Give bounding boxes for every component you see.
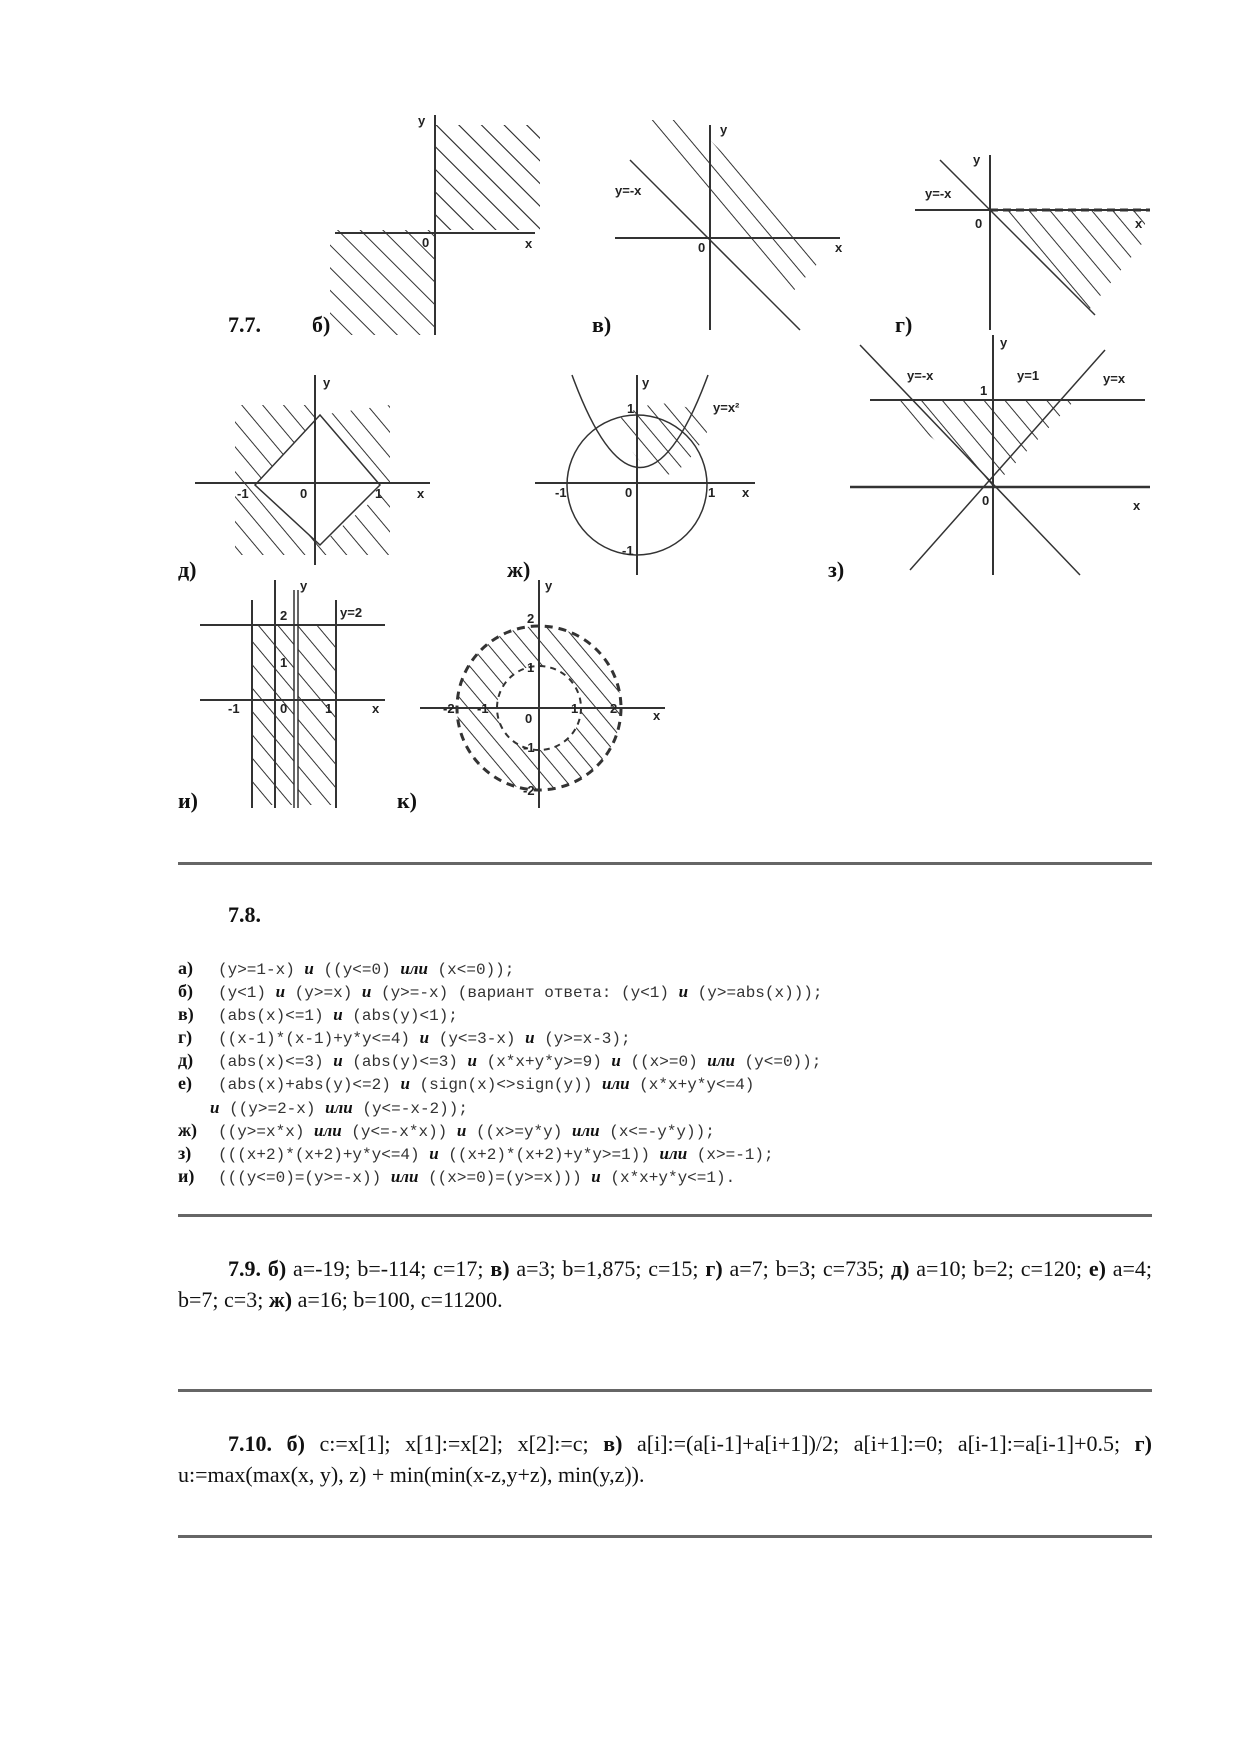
condition-text: (y>=abs(x)));: [688, 984, 823, 1002]
logic-operator: и: [525, 1028, 535, 1047]
sub-task-label: г): [1134, 1431, 1152, 1456]
condition-letter: и): [178, 1166, 195, 1186]
figure-7-7-i: [200, 580, 390, 810]
svg-text:0: 0: [525, 711, 533, 726]
condition-text: ((x>=y*y): [466, 1123, 572, 1141]
task-7-8-number: 7.8.: [228, 902, 261, 927]
svg-text:0: 0: [625, 485, 633, 500]
sub-task-label: б): [267, 1256, 287, 1281]
task-7-10-number: 7.10.: [228, 1431, 272, 1456]
condition-text: (abs(x)<=1): [218, 1007, 334, 1025]
svg-text:0: 0: [982, 493, 990, 508]
svg-text:2: 2: [527, 611, 535, 626]
condition-text: ((x>=0): [620, 1053, 708, 1071]
task-7-10-answers: [178, 1428, 1152, 1490]
sub-task-label: д): [891, 1256, 910, 1281]
svg-text:2: 2: [610, 701, 618, 716]
section-divider: [178, 1389, 1152, 1392]
svg-text:y: y: [973, 152, 981, 167]
svg-text:x: x: [742, 485, 750, 500]
svg-text:-1: -1: [555, 485, 567, 500]
part-g-label: г): [895, 312, 913, 337]
svg-text:x: x: [525, 236, 533, 251]
svg-text:y=-x: y=-x: [615, 183, 642, 198]
condition-text: ((y>=x*x): [218, 1123, 315, 1141]
condition-text: (abs(y)<=3): [342, 1053, 468, 1071]
condition-letter: в): [178, 1004, 194, 1024]
svg-text:-1: -1: [228, 701, 240, 716]
svg-text:-1: -1: [622, 543, 634, 558]
svg-text:-1: -1: [523, 740, 535, 755]
svg-text:-1: -1: [477, 701, 489, 716]
condition-line: [178, 1049, 821, 1072]
svg-text:x: x: [1135, 216, 1143, 231]
section-divider: [178, 1214, 1152, 1217]
figure-7-7-d: [195, 375, 435, 570]
condition-text: (y>=x-3);: [534, 1030, 631, 1048]
svg-text:y=-x: y=-x: [907, 368, 934, 383]
condition-text: ((y<=0): [313, 961, 401, 979]
logic-operator: и: [419, 1028, 430, 1047]
section-divider: [178, 862, 1152, 865]
condition-text: (y<=0));: [734, 1053, 822, 1071]
condition-letter: е): [178, 1073, 192, 1093]
svg-text:x: x: [1133, 498, 1141, 513]
part-i-label: и): [178, 788, 199, 813]
part-z-label: з): [828, 557, 845, 582]
condition-text: (y>=1-x): [218, 961, 305, 979]
condition-text: (y>=x): [285, 984, 362, 1002]
logic-operator: и: [304, 959, 314, 978]
condition-text: (x*x+y*y>=9): [476, 1053, 612, 1071]
svg-text:y: y: [323, 375, 331, 390]
condition-text: (abs(x)<=3): [218, 1053, 334, 1071]
sub-task-label: г): [705, 1256, 723, 1281]
condition-text: (sign(x)<>sign(y)): [409, 1076, 602, 1094]
figure-7-7-b: [330, 110, 550, 335]
condition-text: (abs(y)<1);: [342, 1007, 458, 1025]
condition-text: ((x+2)*(x+2)+y*y>=1)): [438, 1146, 660, 1164]
svg-text:x: x: [417, 486, 425, 501]
logic-operator: и: [467, 1051, 477, 1070]
svg-text:y: y: [720, 122, 728, 137]
task-7-10-segments: [178, 1431, 1152, 1487]
logic-operator: и: [210, 1098, 220, 1117]
sub-task-answer: a[i]:=(a[i-1]+a[i+1])/2; a[i+1]:=0; a[i-1]:=a[i-1]+0.5;: [622, 1431, 1135, 1456]
svg-text:x: x: [835, 240, 843, 255]
logic-operator: и: [361, 982, 372, 1001]
condition-letter: б): [178, 981, 193, 1001]
part-zh-label: ж): [507, 557, 531, 582]
task-7-9-number: 7.9.: [228, 1256, 261, 1281]
svg-text:-1: -1: [237, 486, 249, 501]
condition-text: (abs(x)+abs(y)<=2): [218, 1076, 401, 1094]
logic-operator: и: [333, 1051, 343, 1070]
condition-line: [178, 1003, 458, 1026]
condition-line: [210, 1096, 468, 1119]
condition-letter: ж): [178, 1120, 198, 1140]
condition-line: [178, 957, 514, 980]
figure-7-7-z: [845, 335, 1155, 580]
logic-operator: или: [390, 1167, 419, 1186]
svg-text:y=x²: y=x²: [713, 400, 740, 415]
sub-task-label: б): [286, 1431, 305, 1456]
sub-task-answer: a=7; b=3; c=735;: [722, 1256, 892, 1281]
svg-text:1: 1: [280, 655, 288, 670]
condition-letter: з): [178, 1143, 192, 1163]
sub-task-label: в): [603, 1431, 623, 1456]
condition-text: (((y<=0)=(y>=-x)): [218, 1169, 391, 1187]
condition-text: (y<=-x*x)): [341, 1123, 457, 1141]
condition-text: (x>=-1);: [687, 1146, 774, 1164]
svg-text:1: 1: [571, 701, 579, 716]
svg-text:x: x: [653, 708, 661, 723]
condition-line: [178, 980, 823, 1003]
sub-task-label: ж): [268, 1287, 293, 1312]
svg-text:y: y: [1000, 335, 1008, 350]
condition-line: [178, 1026, 631, 1049]
condition-letter: г): [178, 1027, 193, 1047]
condition-letter: а): [178, 958, 193, 978]
svg-text:1: 1: [325, 701, 333, 716]
svg-text:y: y: [545, 578, 553, 593]
condition-text: ((y>=2-x): [219, 1100, 326, 1118]
logic-operator: или: [325, 1098, 353, 1117]
condition-text: (y<=-x-2));: [352, 1100, 468, 1118]
svg-text:y: y: [642, 375, 650, 390]
svg-text:0: 0: [300, 486, 308, 501]
logic-operator: или: [659, 1144, 688, 1163]
svg-text:y=x: y=x: [1103, 371, 1126, 386]
svg-text:1: 1: [527, 660, 535, 675]
condition-text: ((x-1)*(x-1)+y*y<=4): [218, 1030, 420, 1048]
logic-operator: и: [678, 982, 689, 1001]
part-d-label: д): [178, 557, 197, 582]
logic-operator: и: [429, 1144, 439, 1163]
condition-line: [178, 1142, 774, 1165]
condition-letter: д): [178, 1050, 194, 1070]
section-divider: [178, 1535, 1152, 1538]
condition-text: ((x>=0)=(y>=x))): [418, 1169, 592, 1187]
sub-task-answer: a=16; b=100, c=11200.: [292, 1287, 503, 1312]
sub-task-answer: u:=max(max(x, y), z) + min(min(x-z,y+z), min(y,z)).: [178, 1462, 645, 1487]
svg-text:-2: -2: [443, 701, 455, 716]
sub-task-answer: a=3; b=1,875; c=15;: [509, 1256, 706, 1281]
svg-text:0: 0: [698, 240, 706, 255]
logic-operator: и: [333, 1005, 343, 1024]
svg-text:1: 1: [708, 485, 716, 500]
condition-text: (y>=-x) (вариант ответа: (y<1): [371, 984, 679, 1002]
logic-operator: и: [591, 1167, 601, 1186]
logic-operator: или: [601, 1074, 630, 1093]
figure-7-7-v: [610, 120, 850, 335]
task-7-9-answers: [178, 1253, 1152, 1315]
svg-text:y: y: [418, 113, 426, 128]
condition-text: (((x+2)*(x+2)+y*y<=4): [218, 1146, 430, 1164]
figure-7-7-g: [915, 150, 1155, 335]
part-v-label: в): [592, 312, 612, 337]
logic-operator: или: [314, 1121, 342, 1140]
svg-text:-2: -2: [523, 783, 535, 798]
logic-operator: и: [611, 1051, 621, 1070]
task-7-9-segments: [178, 1256, 1152, 1312]
condition-text: (x*x+y*y<=4): [629, 1076, 755, 1094]
sub-task-answer: a=10; b=2; c=120;: [909, 1256, 1089, 1281]
condition-text: (x<=0));: [427, 961, 515, 979]
condition-line: [178, 1072, 754, 1095]
svg-text:y=1: y=1: [1017, 368, 1040, 383]
logic-operator: или: [400, 959, 428, 978]
logic-operator: и: [456, 1121, 467, 1140]
sub-task-answer: c:=x[1]; x[1]:=x[2]; x[2]:=c;: [304, 1431, 604, 1456]
condition-text: (y<=3-x): [429, 1030, 526, 1048]
figure-7-7-k: [415, 580, 670, 810]
task-7-7-number: 7.7.: [228, 312, 261, 337]
condition-text: (y<1): [218, 984, 276, 1002]
sub-task-answer: a=-19; b=-114; c=17;: [286, 1256, 491, 1281]
svg-text:y=2: y=2: [340, 605, 363, 620]
part-k-label: к): [397, 788, 418, 813]
condition-line: [178, 1165, 735, 1188]
svg-text:0: 0: [975, 216, 983, 231]
svg-text:2: 2: [280, 608, 288, 623]
logic-operator: или: [571, 1121, 600, 1140]
sub-task-label: е): [1088, 1256, 1106, 1281]
svg-text:y: y: [300, 578, 308, 593]
svg-text:1: 1: [375, 486, 383, 501]
part-b-label: б): [312, 312, 331, 337]
logic-operator: и: [400, 1074, 410, 1093]
figure-7-7-zh: [530, 375, 760, 575]
condition-line: [178, 1119, 715, 1142]
svg-text:0: 0: [422, 235, 430, 250]
logic-operator: и: [275, 982, 286, 1001]
sub-task-answer: a=4; b=7; c=3;: [178, 1256, 1152, 1312]
logic-operator: или: [707, 1051, 735, 1070]
sub-task-label: в): [490, 1256, 510, 1281]
svg-text:1: 1: [980, 383, 988, 398]
svg-text:0: 0: [280, 701, 288, 716]
svg-text:x: x: [372, 701, 380, 716]
condition-text: (x*x+y*y<=1).: [600, 1169, 736, 1187]
svg-text:y=-x: y=-x: [925, 186, 952, 201]
condition-text: (x<=-y*y));: [599, 1123, 715, 1141]
svg-text:1: 1: [627, 401, 635, 416]
